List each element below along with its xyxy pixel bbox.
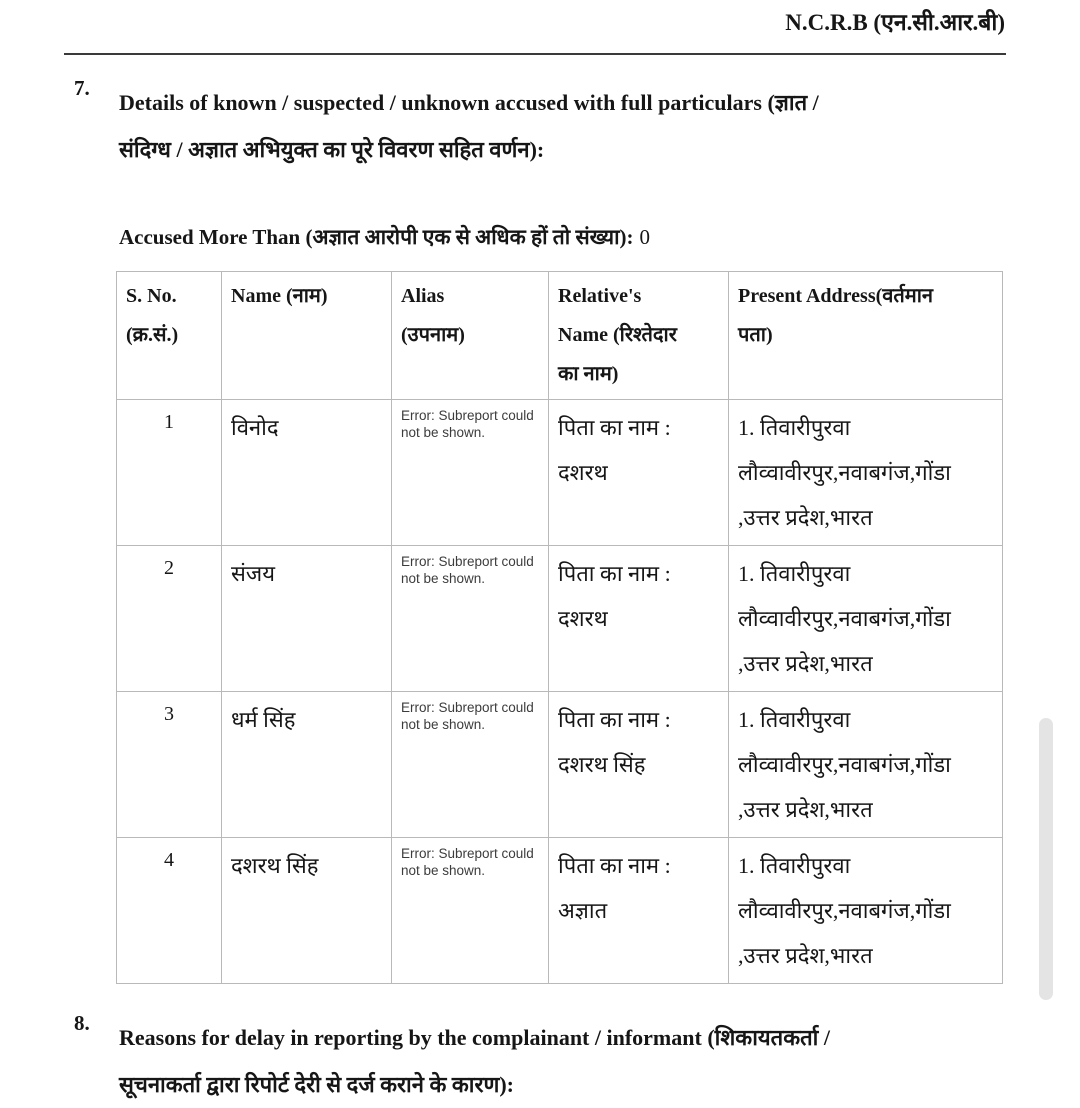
section-8-title: [119, 1014, 1010, 1108]
cell-relative: पिता का नाम : दशरथ सिंह: [549, 692, 729, 838]
cell-sno: 1: [117, 400, 222, 546]
cell-name: विनोद: [222, 400, 392, 546]
cell-address: 1. तिवारीपुरवा लौव्वावीरपुर,नवाबगंज,गोंडा ,उत्तर प्रदेश,भारत: [729, 838, 1003, 984]
cell-relative: पिता का नाम : दशरथ: [549, 400, 729, 546]
column-header-relative: Relative's Name (रिश्तेदार का नाम): [549, 272, 729, 400]
section-8-title-line-2: सूचनाकर्ता द्वारा रिपोर्ट देरी से दर्ज कराने के कारण):: [119, 1072, 515, 1097]
section-7-title-line-1: Details of known / suspected / unknown accused with full particulars (ज्ञात /: [119, 90, 819, 115]
column-header-name: Name (नाम): [222, 272, 392, 400]
header-divider: [64, 53, 1006, 55]
cell-relative: पिता का नाम : अज्ञात: [549, 838, 729, 984]
section-8-number: 8.: [74, 1011, 90, 1035]
section-7-number: 7.: [74, 76, 90, 100]
cell-address: 1. तिवारीपुरवा लौव्वावीरपुर,नवाबगंज,गोंडा ,उत्तर प्रदेश,भारत: [729, 546, 1003, 692]
cell-name: दशरथ सिंह: [222, 838, 392, 984]
section-7-title-line-2: संदिग्ध / अज्ञात अभियुक्त का पूरे विवरण सहित वर्णन):: [119, 137, 545, 162]
column-header-address: Present Address(वर्तमान पता): [729, 272, 1003, 400]
accused-more-than-value: 0: [639, 225, 651, 249]
cell-sno: 4: [117, 838, 222, 984]
section-7: [0, 73, 1080, 984]
accused-table: [116, 271, 1003, 984]
section-7-title: [119, 79, 1010, 173]
column-header-alias: Alias (उपनाम): [392, 272, 549, 400]
table-row: [117, 838, 1003, 984]
page-title: N.C.R.B (एन.सी.आर.बी): [785, 10, 1005, 35]
cell-alias-error: Error: Subreport could not be shown.: [392, 546, 549, 692]
cell-relative: पिता का नाम : दशरथ: [549, 546, 729, 692]
section-8: [0, 1008, 1080, 1108]
cell-alias-error: Error: Subreport could not be shown.: [392, 692, 549, 838]
cell-sno: 3: [117, 692, 222, 838]
cell-address: 1. तिवारीपुरवा लौव्वावीरपुर,नवाबगंज,गोंडा ,उत्तर प्रदेश,भारत: [729, 692, 1003, 838]
accused-more-than-line: [119, 221, 1010, 253]
column-header-sno: S. No. (क्र.सं.): [117, 272, 222, 400]
accused-table-header: [117, 272, 1003, 400]
cell-name: धर्म सिंह: [222, 692, 392, 838]
cell-alias-error: Error: Subreport could not be shown.: [392, 838, 549, 984]
table-header-row: [117, 272, 1003, 400]
table-row: [117, 546, 1003, 692]
cell-alias-error: Error: Subreport could not be shown.: [392, 400, 549, 546]
section-8-title-line-1: Reasons for delay in reporting by the complainant / informant (शिकायतकर्ता /: [119, 1025, 830, 1050]
cell-address: 1. तिवारीपुरवा लौव्वावीरपुर,नवाबगंज,गोंडा ,उत्तर प्रदेश,भारत: [729, 400, 1003, 546]
table-row: [117, 692, 1003, 838]
vertical-scrollbar-thumb[interactable]: [1039, 718, 1053, 1000]
accused-more-than-label: Accused More Than (अज्ञात आरोपी एक से अधिक हों तो संख्या):: [119, 225, 634, 249]
cell-sno: 2: [117, 546, 222, 692]
cell-name: संजय: [222, 546, 392, 692]
table-row: [117, 400, 1003, 546]
